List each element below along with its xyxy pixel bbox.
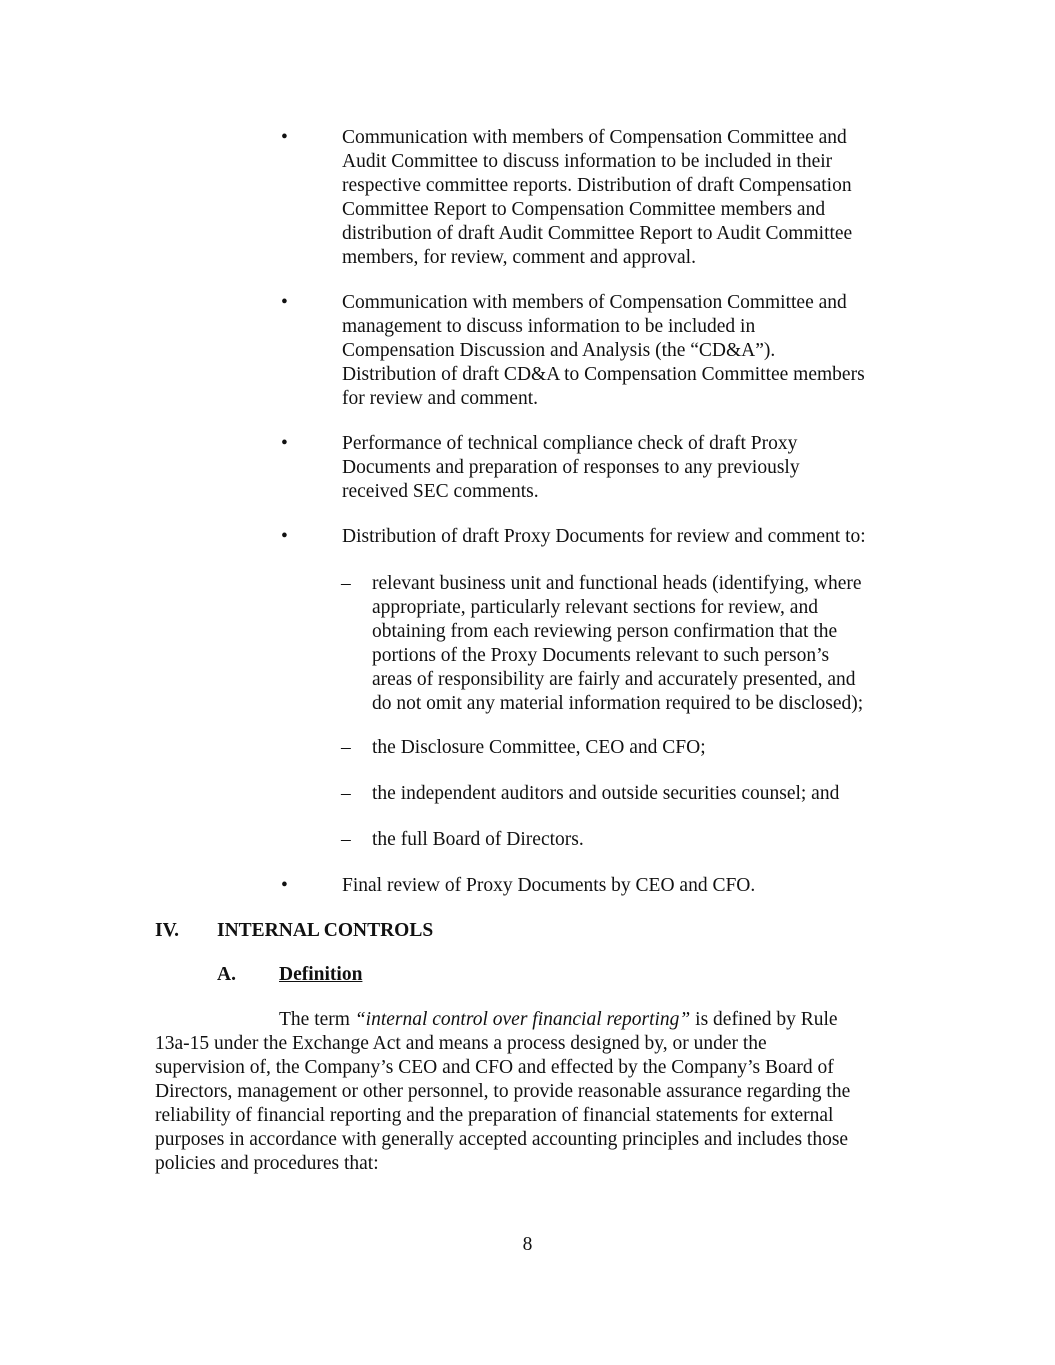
sub-item-text: relevant business unit and functional heads (identifying, where appropriate, particularly relevant sections for review, and obtaining from each reviewing person confirmation that the portions of the Proxy Documents relevant to such person’s areas of responsibility are fairly and accurately presented, and do not omit any material information required to be disclosed);: [372, 573, 864, 714]
bullet-icon: •: [281, 433, 288, 454]
dash-icon: –: [341, 573, 351, 594]
bullet-text: Communication with members of Compensation Committee and Audit Committee to discuss information to be included in their respective committee reports. Distribution of draft Compensation Committee Report to Compensation Committee members and distribution of draft Audit Committee Report to Audit Committee members, for review, comment and approval.: [342, 127, 853, 268]
dash-icon: –: [341, 737, 351, 758]
paragraph-lead: The term: [279, 1009, 355, 1030]
defined-term: “internal control over financial reporting”: [354, 1009, 691, 1030]
bullet-text: Performance of technical compliance check of draft Proxy Documents and preparation of responses to any previously received SEC comments.: [342, 433, 800, 502]
definition-paragraph: [155, 1008, 905, 1176]
sub-item-text: the independent auditors and outside securities counsel; and: [372, 783, 840, 804]
bullet-text: Distribution of draft Proxy Documents for review and comment to:: [342, 526, 866, 547]
bullet-text: Communication with members of Compensation Committee and management to discuss information to be included in Compensation Discussion and Analysis (the “CD&A”). Distribution of draft CD&A to Compensation Committee members for review and comment.: [342, 292, 865, 409]
dash-icon: –: [341, 829, 351, 850]
bullet-icon: •: [281, 875, 288, 896]
subsection-letter: A.: [217, 964, 236, 985]
subsection-title: [279, 963, 362, 987]
bullet-icon: •: [281, 292, 288, 313]
subsection-title-text: Definition: [279, 964, 363, 985]
sub-item-text: the Disclosure Committee, CEO and CFO;: [372, 737, 706, 758]
bullet-text: Final review of Proxy Documents by CEO and CFO.: [342, 875, 756, 896]
section-number: IV.: [155, 920, 180, 941]
page-number: 8: [522, 1234, 533, 1255]
section-title: INTERNAL CONTROLS: [217, 920, 434, 941]
paragraph-rest: is defined by Rule 13a-15 under the Exchange Act and means a process designed by, or under the supervision of, the Company’s CEO and CFO and effected by the Company’s Board of Directors, management or other personnel, to provide reasonable assurance regarding the reliability of financial reporting and the preparation of financial statements for external purposes in accordance with generally accepted accounting principles and includes those policies and procedures that:: [155, 1009, 851, 1174]
sub-item-text: the full Board of Directors.: [372, 829, 584, 850]
bullet-icon: •: [281, 526, 288, 547]
dash-icon: –: [341, 783, 351, 804]
bullet-icon: •: [281, 127, 288, 148]
